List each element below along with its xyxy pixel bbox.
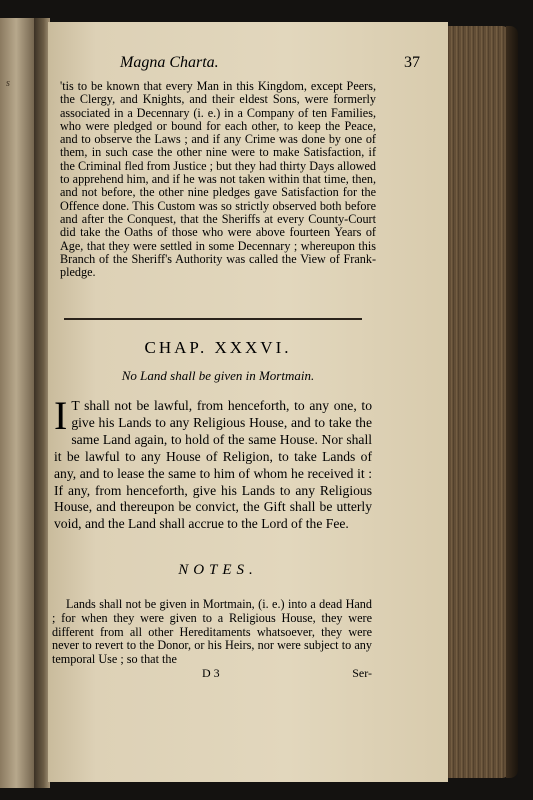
drop-cap: I xyxy=(54,393,68,438)
signature-mark: D 3 xyxy=(202,666,220,680)
chapter-title: No Land shall be given in Mortmain. xyxy=(121,368,315,383)
page-header xyxy=(120,54,420,76)
page-number: 37 xyxy=(404,54,420,71)
chapter-text-body: T shall not be lawful, from henceforth, to any one, to give his Lands to any Religious House, and to take the same Land again, to hold of the same House. Nor shall it be lawful to any House of Religion, to take Lands of any, and to lease the same to him of whom he received it : If any, from henceforth, give his Lands to any Religious House, and thereupon be convict, the Gift shall be utterly void, and the Land shall accrue to the Lord of the Fee. xyxy=(54,398,372,532)
book-fore-edge xyxy=(440,26,510,778)
catchword: Ser- xyxy=(352,666,372,680)
notes-paragraph: Lands shall not be given in Mortmain, (i. e.) into a dead Hand ; for when they were given to a Religious House, they were different from all other Hereditaments whatsoever, they were never to revert to the Donor, or his Heirs, nor were subject to any temporal Use ; so that the xyxy=(52,597,372,667)
section-divider xyxy=(64,318,362,320)
chapter-text xyxy=(54,393,372,533)
running-head: Magna Charta. xyxy=(120,54,219,71)
page-footer xyxy=(52,666,372,682)
facing-page-edge: s xyxy=(0,18,36,788)
chapter-heading: CHAP. XXXVI. xyxy=(144,338,292,357)
notes-heading: NOTES. xyxy=(178,562,258,578)
paragraph-decennary: 'tis to be known that every Man in this Kingdom, except Peers, the Clergy, and Knights, and their eldest Sons, were formerly associated in a Decennary (i. e.) in a Company of ten Families, who were pledged or bound for each other, to keep the Peace, and to observe the Laws ; and if any Crime was done by one of them, in such case the other nine were to make Satisfaction, if the Criminal fled from Justice ; but they had thirty Days allowed to apprehend him, and if he was not taken within that time, then, and not before, the other nine pledges gave Satisfaction for the Offence done. This Custom was so strictly observed both before and after the Conquest, that the Sheriffs at every County-Court did take the Oaths of those who were above fourteen Years of Age, that they were settled in some Decennary ; whereupon this Branch of the Sheriff's Authority was called the View of Frank-pledge. xyxy=(60,79,376,280)
